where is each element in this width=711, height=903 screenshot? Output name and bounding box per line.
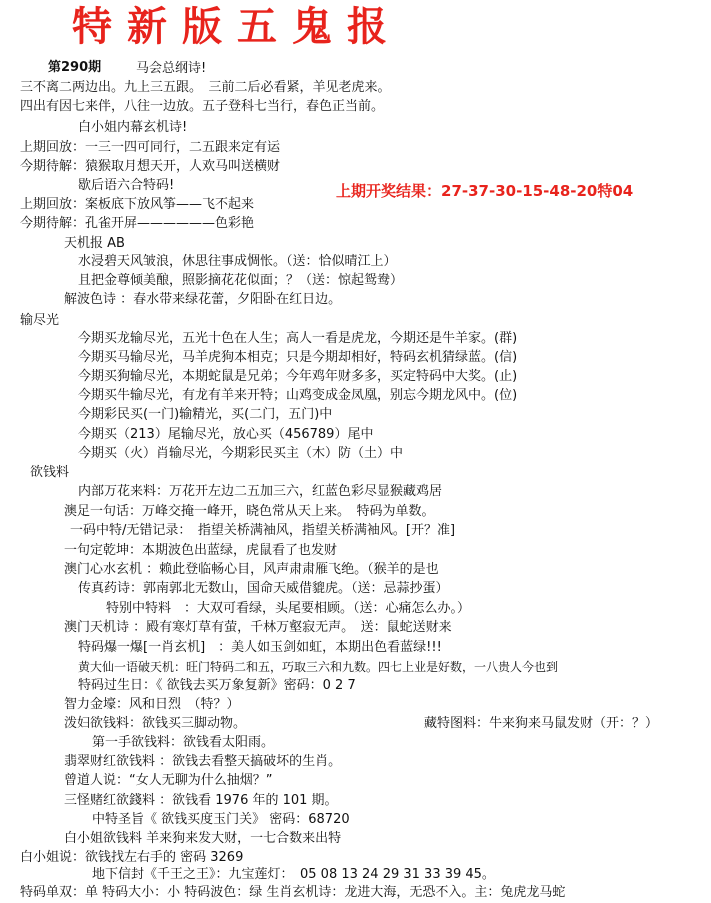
text-line: 解波色诗 ：春水带来绿花蕾，夕阳卧在红日边。: [64, 292, 342, 307]
text-line: 上期回放：案板底下放风筝——飞不起来: [20, 197, 255, 212]
page-title: 特新版五鬼报: [72, 3, 402, 50]
text-line: 传真药诗：郭南郭北无数山，国命天威借貔虎。（送：忌蒜抄蛋）: [78, 581, 449, 596]
text-line: 澳门天机诗 ：殿有寒灯草有萤，千林万壑寂无声。 送：鼠蛇送财来: [64, 620, 452, 635]
section-heading: 欲钱料: [30, 465, 70, 480]
text-line: 特码爆一爆[一肖玄机] ：美人如玉剑如虹，本期出色看蓝绿!!!: [78, 640, 442, 655]
text-line: 上期回放：一三一四可同行，二五跟来定有运: [20, 140, 281, 155]
text-line: 水浸碧天风皱浪，休思往事成惆怅。（送：恰似晴江上）: [78, 254, 397, 269]
text-line: 黄大仙一语破天机：旺门特码二和五，巧取三六和九数。四七上业是好数，一八贵人今也到: [78, 660, 559, 674]
text-line: 今期买龙输尽光，五光十色在人生；高人一看是虎龙，今期还是牛羊家。(群): [78, 331, 518, 346]
text-line: 四出有因七来伴，八往一边放。五子登科七当行，春色正当前。: [20, 99, 385, 114]
text-line: 今期待解：猿猴取月想天开，人欢马叫送横财: [20, 159, 281, 174]
issue-subtitle: 马会总纲诗!: [136, 61, 207, 76]
text-line: 特码单双：单 特码大小：小 特码波色：绿 生肖玄机诗：龙进大海，无恐不入。主：兔虎龙马蛇: [20, 885, 566, 900]
text-line: 地下信封《千王之王》：九宝莲灯： 05 08 13 24 29 31 33 39 45。: [92, 867, 495, 882]
text-line: 今期买牛输尽光，有龙有羊来开特；山鸡变成金凤凰，别忘今期龙风中。(位): [78, 388, 518, 403]
text-line: 第一手欲钱料：欲钱看太阳雨。: [92, 735, 275, 750]
text-line: 今期买（火）肖输尽光，今期彩民买主（木）防（土）中: [78, 446, 404, 461]
text-line: 一句定乾坤：本期波色出蓝绿，虎鼠看了也发财: [64, 543, 338, 558]
text-line: 且把金尊倾美酿，照影摘花花似面；？（送：惊起鸳鸯）: [78, 273, 404, 288]
last-draw-result: 上期开奖结果：27-37-30-15-48-20特04: [336, 182, 634, 200]
text-line: 翡翠财红欲钱料 ：欲钱去看整天搞破坏的生肖。: [64, 754, 342, 769]
text-line: 曾道人说：“女人无聊为什么抽烟？”: [64, 773, 273, 788]
text-line: 澳门心水玄机 ：赖此登临畅心目，风声肃肃雁飞绝。（猴羊的是也: [64, 562, 439, 577]
text-line: 智力金壕：风和日烈 （特？）: [64, 697, 240, 712]
text-line: 特别中特料 ：大双可看绿，头尾要相顾。（送：心痛怎么办。）: [106, 601, 471, 616]
text-line: 今期买（213）尾输尽光，放心买（456789）尾中: [78, 427, 374, 442]
text-line: 白小姐欲钱料 羊来狗来发大财，一七合数来出特: [64, 831, 342, 846]
section-heading: 输尽光: [20, 313, 60, 328]
text-line: 今期买马输尽光，马羊虎狗本相克；只是今期却相好，特码玄机猜绿蓝。(信): [78, 350, 518, 365]
issue-number: 第290期: [48, 60, 102, 75]
text-line: 中特圣旨《 欲钱买度玉门关》 密码：68720: [92, 812, 350, 827]
text-line: 三不离二两边出。九上三五跟。 三前二后必看紧，羊见老虎来。: [20, 80, 391, 95]
text-line: 澳足一句话：万峰交掩一峰开，晓色常从天上来。 特码为单数。: [64, 504, 435, 519]
text-line: 内部万花来料：万花开左边二五加三六，红蓝色彩尽显猴藏鸡居: [78, 484, 443, 499]
text-line: 白小姐说：欲钱找左右手的 密码 3269: [20, 850, 244, 865]
section-heading: 歇后语六合特码!: [78, 178, 175, 193]
text-line: 藏特图料：牛来狗来马鼠发财（开：？）: [424, 716, 659, 731]
text-line: 今期彩民买(一门)输精光，买(二门，五门)中: [78, 407, 333, 422]
text-line: 泼妇欲钱料：欲钱买三脚动物。: [64, 716, 247, 731]
text-line: 特码过生日：《 欲钱去买万象复新》密码：0 2 7: [78, 678, 356, 693]
text-line: 今期买狗输尽光，本期蛇鼠是兄弟；今年鸡年财多多，买定特码中大奖。(止): [78, 369, 518, 384]
section-heading: 天机报 AB: [64, 236, 125, 251]
text-line: 一码中特/无错记录： 指望关桥满袖风，指望关桥满袖风。[开？准]: [70, 523, 456, 538]
text-line: 三怪赌红欲錢料 ：欲钱看 1976 年的 101 期。: [64, 793, 338, 808]
text-line: 今期待解：孔雀开屏——————色彩艳: [20, 216, 255, 231]
section-heading: 白小姐内幕玄机诗!: [78, 120, 188, 135]
